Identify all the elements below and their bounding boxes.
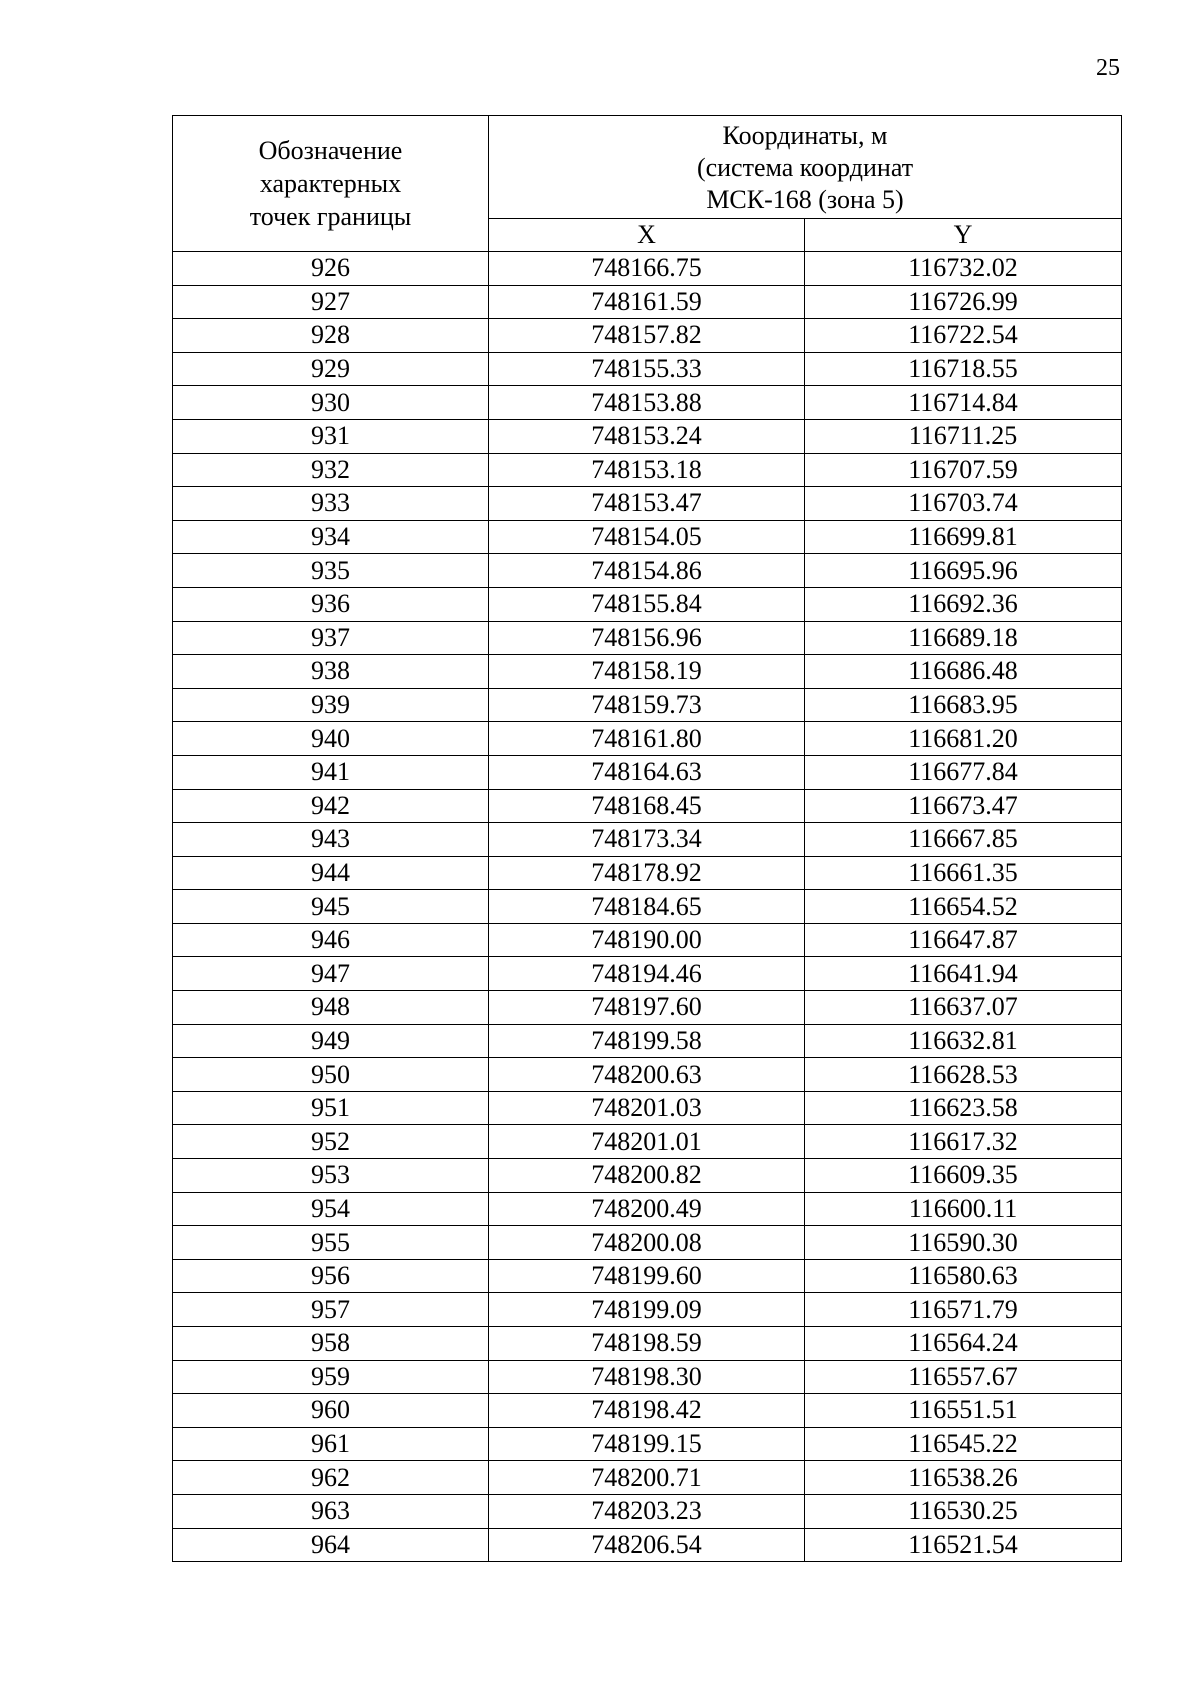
table-row xyxy=(173,1327,1122,1361)
header-coords-line1: Координаты, м xyxy=(722,121,888,150)
table-row xyxy=(173,957,1122,991)
point-cell: 961 xyxy=(173,1427,489,1461)
point-cell: 954 xyxy=(173,1192,489,1226)
table-row xyxy=(173,386,1122,420)
y-coordinate-cell: 116564.24 xyxy=(805,1327,1122,1361)
point-cell: 948 xyxy=(173,991,489,1025)
table-row xyxy=(173,991,1122,1025)
x-coordinate-cell: 748154.86 xyxy=(489,554,805,588)
point-cell: 937 xyxy=(173,621,489,655)
x-coordinate-cell: 748197.60 xyxy=(489,991,805,1025)
x-coordinate-cell: 748200.63 xyxy=(489,1058,805,1092)
y-coordinate-cell: 116530.25 xyxy=(805,1494,1122,1528)
table-row xyxy=(173,1528,1122,1562)
y-coordinate-cell: 116661.35 xyxy=(805,856,1122,890)
y-coordinate-cell: 116628.53 xyxy=(805,1058,1122,1092)
y-coordinate-cell: 116732.02 xyxy=(805,252,1122,286)
header-point-line1: Обозначение xyxy=(258,136,403,165)
x-coordinate-cell: 748156.96 xyxy=(489,621,805,655)
y-coordinate-cell: 116689.18 xyxy=(805,621,1122,655)
point-cell: 944 xyxy=(173,856,489,890)
table-row xyxy=(173,1259,1122,1293)
table-row xyxy=(173,1461,1122,1495)
header-point-line2: характерных xyxy=(259,169,402,198)
x-coordinate-cell: 748200.08 xyxy=(489,1226,805,1260)
point-cell: 938 xyxy=(173,655,489,689)
point-cell: 932 xyxy=(173,453,489,487)
y-coordinate-cell: 116654.52 xyxy=(805,890,1122,924)
point-cell: 946 xyxy=(173,923,489,957)
table-row xyxy=(173,1058,1122,1092)
table-row xyxy=(173,755,1122,789)
table-row xyxy=(173,453,1122,487)
y-coordinate-cell: 116571.79 xyxy=(805,1293,1122,1327)
y-coordinate-cell: 116623.58 xyxy=(805,1091,1122,1125)
table-row xyxy=(173,722,1122,756)
x-coordinate-cell: 748178.92 xyxy=(489,856,805,890)
point-cell: 928 xyxy=(173,319,489,353)
point-cell: 958 xyxy=(173,1327,489,1361)
x-coordinate-cell: 748153.88 xyxy=(489,386,805,420)
header-coords-line3: МСК-168 (зона 5) xyxy=(706,185,904,214)
x-coordinate-cell: 748203.23 xyxy=(489,1494,805,1528)
point-cell: 940 xyxy=(173,722,489,756)
x-coordinate-cell: 748201.03 xyxy=(489,1091,805,1125)
point-cell: 939 xyxy=(173,688,489,722)
point-cell: 950 xyxy=(173,1058,489,1092)
x-coordinate-cell: 748154.05 xyxy=(489,520,805,554)
point-cell: 935 xyxy=(173,554,489,588)
coordinates-table xyxy=(172,115,1122,1562)
table-row xyxy=(173,1125,1122,1159)
table-row xyxy=(173,319,1122,353)
y-coordinate-cell: 116686.48 xyxy=(805,655,1122,689)
y-coordinate-cell: 116641.94 xyxy=(805,957,1122,991)
point-cell: 960 xyxy=(173,1394,489,1428)
table-row xyxy=(173,1192,1122,1226)
x-coordinate-cell: 748199.58 xyxy=(489,1024,805,1058)
point-cell: 934 xyxy=(173,520,489,554)
point-cell: 957 xyxy=(173,1293,489,1327)
y-coordinate-cell: 116681.20 xyxy=(805,722,1122,756)
x-coordinate-cell: 748157.82 xyxy=(489,319,805,353)
x-coordinate-cell: 748190.00 xyxy=(489,923,805,957)
table-row xyxy=(173,1394,1122,1428)
x-coordinate-cell: 748199.15 xyxy=(489,1427,805,1461)
table-row xyxy=(173,856,1122,890)
header-coordinates xyxy=(489,116,1122,219)
table-row xyxy=(173,252,1122,286)
x-coordinate-cell: 748159.73 xyxy=(489,688,805,722)
x-coordinate-cell: 748206.54 xyxy=(489,1528,805,1562)
point-cell: 952 xyxy=(173,1125,489,1159)
x-coordinate-cell: 748161.80 xyxy=(489,722,805,756)
table-row xyxy=(173,1293,1122,1327)
y-coordinate-cell: 116667.85 xyxy=(805,823,1122,857)
x-coordinate-cell: 748199.60 xyxy=(489,1259,805,1293)
table-row xyxy=(173,554,1122,588)
table-row xyxy=(173,352,1122,386)
x-coordinate-cell: 748166.75 xyxy=(489,252,805,286)
y-coordinate-cell: 116590.30 xyxy=(805,1226,1122,1260)
table-row xyxy=(173,823,1122,857)
table-row xyxy=(173,419,1122,453)
x-coordinate-cell: 748194.46 xyxy=(489,957,805,991)
x-coordinate-cell: 748153.18 xyxy=(489,453,805,487)
point-cell: 933 xyxy=(173,487,489,521)
x-coordinate-cell: 748161.59 xyxy=(489,285,805,319)
point-cell: 953 xyxy=(173,1159,489,1193)
point-cell: 962 xyxy=(173,1461,489,1495)
table-row xyxy=(173,890,1122,924)
point-cell: 956 xyxy=(173,1259,489,1293)
x-coordinate-cell: 748184.65 xyxy=(489,890,805,924)
point-cell: 955 xyxy=(173,1226,489,1260)
x-coordinate-cell: 748200.82 xyxy=(489,1159,805,1193)
table-row xyxy=(173,1360,1122,1394)
y-coordinate-cell: 116521.54 xyxy=(805,1528,1122,1562)
y-coordinate-cell: 116557.67 xyxy=(805,1360,1122,1394)
y-coordinate-cell: 116699.81 xyxy=(805,520,1122,554)
y-coordinate-cell: 116632.81 xyxy=(805,1024,1122,1058)
table-row xyxy=(173,923,1122,957)
y-coordinate-cell: 116722.54 xyxy=(805,319,1122,353)
point-cell: 951 xyxy=(173,1091,489,1125)
point-cell: 926 xyxy=(173,252,489,286)
x-coordinate-cell: 748200.71 xyxy=(489,1461,805,1495)
y-coordinate-cell: 116695.96 xyxy=(805,554,1122,588)
y-coordinate-cell: 116637.07 xyxy=(805,991,1122,1025)
point-cell: 959 xyxy=(173,1360,489,1394)
y-coordinate-cell: 116617.32 xyxy=(805,1125,1122,1159)
x-coordinate-cell: 748201.01 xyxy=(489,1125,805,1159)
table-row xyxy=(173,688,1122,722)
x-coordinate-cell: 748173.34 xyxy=(489,823,805,857)
point-cell: 929 xyxy=(173,352,489,386)
y-coordinate-cell: 116677.84 xyxy=(805,755,1122,789)
point-cell: 936 xyxy=(173,587,489,621)
header-x: X xyxy=(489,219,805,252)
y-coordinate-cell: 116580.63 xyxy=(805,1259,1122,1293)
header-y: Y xyxy=(805,219,1122,252)
x-coordinate-cell: 748155.33 xyxy=(489,352,805,386)
y-coordinate-cell: 116600.11 xyxy=(805,1192,1122,1226)
table-row xyxy=(173,1091,1122,1125)
table-row xyxy=(173,655,1122,689)
point-cell: 941 xyxy=(173,755,489,789)
point-cell: 963 xyxy=(173,1494,489,1528)
point-cell: 930 xyxy=(173,386,489,420)
header-point-line3: точек границы xyxy=(249,202,412,231)
y-coordinate-cell: 116718.55 xyxy=(805,352,1122,386)
x-coordinate-cell: 748153.24 xyxy=(489,419,805,453)
table-row xyxy=(173,520,1122,554)
table-row xyxy=(173,621,1122,655)
y-coordinate-cell: 116673.47 xyxy=(805,789,1122,823)
table-body xyxy=(173,252,1122,1562)
x-coordinate-cell: 748153.47 xyxy=(489,487,805,521)
x-coordinate-cell: 748158.19 xyxy=(489,655,805,689)
table-row xyxy=(173,1494,1122,1528)
y-coordinate-cell: 116545.22 xyxy=(805,1427,1122,1461)
y-coordinate-cell: 116711.25 xyxy=(805,419,1122,453)
y-coordinate-cell: 116647.87 xyxy=(805,923,1122,957)
point-cell: 945 xyxy=(173,890,489,924)
header-coords-line2: (система координат xyxy=(696,153,914,182)
x-coordinate-cell: 748168.45 xyxy=(489,789,805,823)
point-cell: 947 xyxy=(173,957,489,991)
point-cell: 942 xyxy=(173,789,489,823)
x-coordinate-cell: 748164.63 xyxy=(489,755,805,789)
x-coordinate-cell: 748155.84 xyxy=(489,587,805,621)
page-number: 25 xyxy=(1096,55,1120,81)
y-coordinate-cell: 116703.74 xyxy=(805,487,1122,521)
y-coordinate-cell: 116609.35 xyxy=(805,1159,1122,1193)
point-cell: 964 xyxy=(173,1528,489,1562)
table-row xyxy=(173,285,1122,319)
x-coordinate-cell: 748198.30 xyxy=(489,1360,805,1394)
table-row xyxy=(173,1427,1122,1461)
x-coordinate-cell: 748198.42 xyxy=(489,1394,805,1428)
y-coordinate-cell: 116551.51 xyxy=(805,1394,1122,1428)
table-row xyxy=(173,587,1122,621)
y-coordinate-cell: 116714.84 xyxy=(805,386,1122,420)
y-coordinate-cell: 116538.26 xyxy=(805,1461,1122,1495)
x-coordinate-cell: 748198.59 xyxy=(489,1327,805,1361)
table-row xyxy=(173,1159,1122,1193)
point-cell: 949 xyxy=(173,1024,489,1058)
table-row xyxy=(173,1024,1122,1058)
y-coordinate-cell: 116683.95 xyxy=(805,688,1122,722)
point-cell: 927 xyxy=(173,285,489,319)
table-row xyxy=(173,487,1122,521)
y-coordinate-cell: 116692.36 xyxy=(805,587,1122,621)
x-coordinate-cell: 748200.49 xyxy=(489,1192,805,1226)
point-cell: 943 xyxy=(173,823,489,857)
header-point-designation xyxy=(173,116,489,252)
y-coordinate-cell: 116726.99 xyxy=(805,285,1122,319)
table-row xyxy=(173,789,1122,823)
point-cell: 931 xyxy=(173,419,489,453)
x-coordinate-cell: 748199.09 xyxy=(489,1293,805,1327)
table-row xyxy=(173,1226,1122,1260)
y-coordinate-cell: 116707.59 xyxy=(805,453,1122,487)
